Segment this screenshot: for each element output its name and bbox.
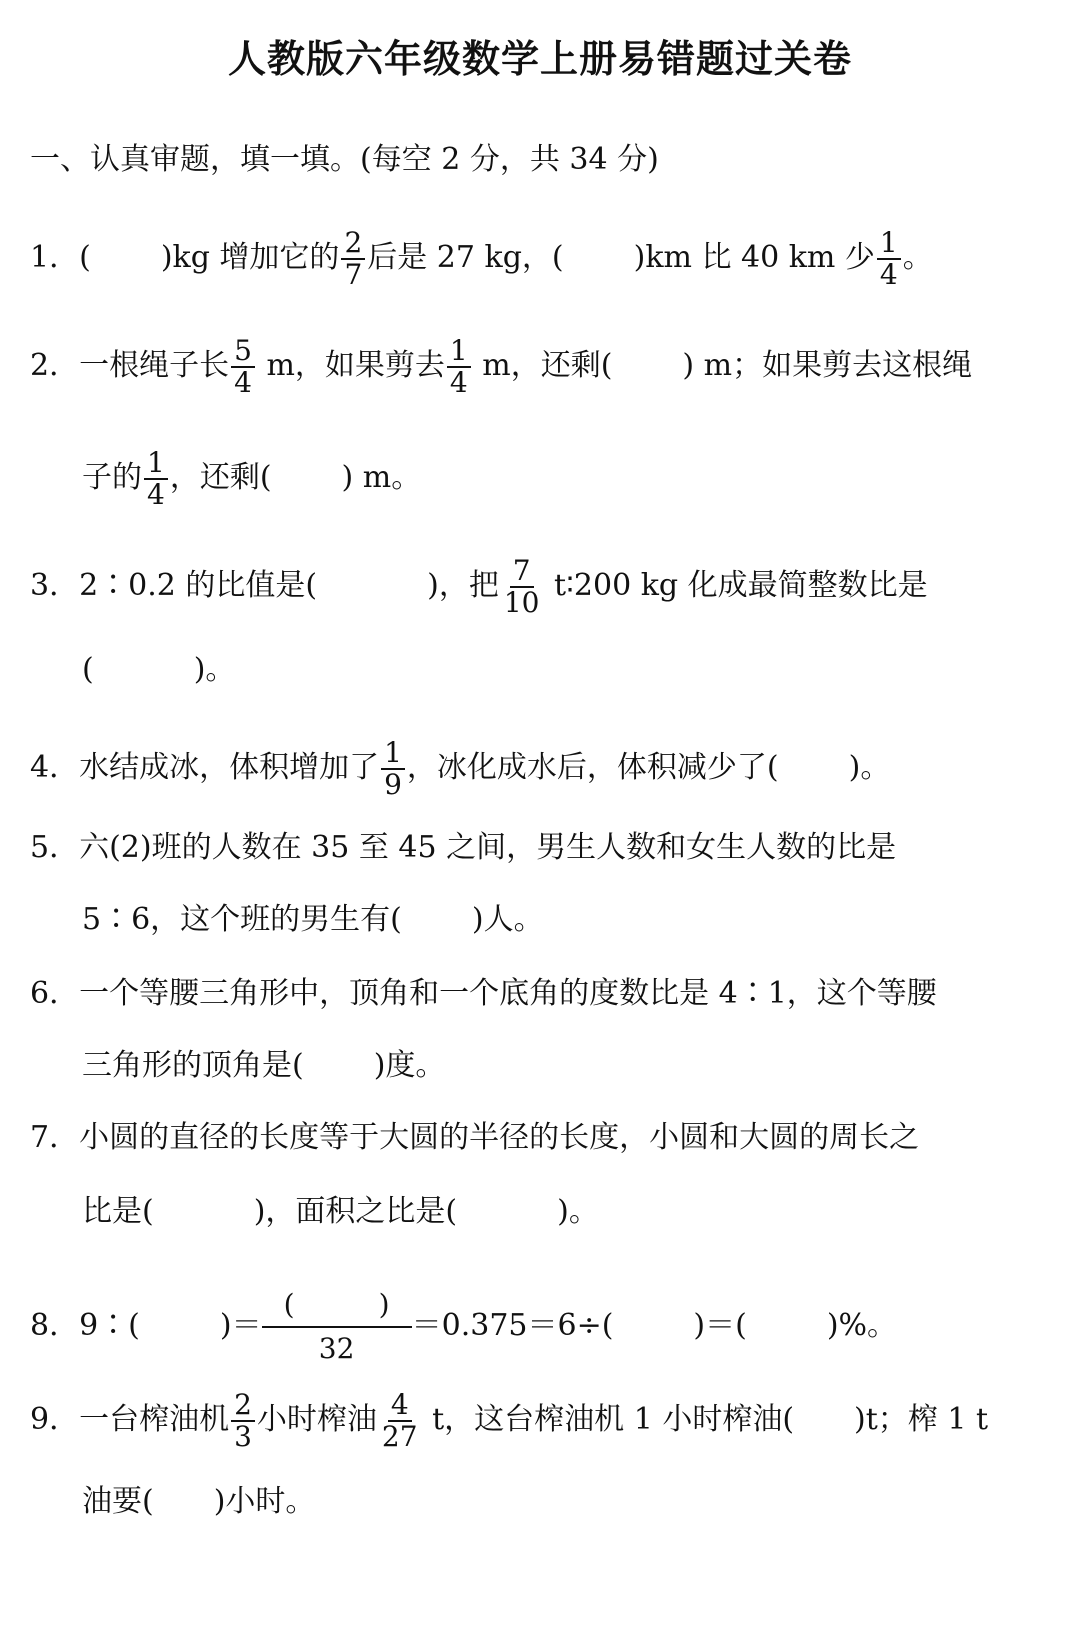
question-3 bbox=[30, 556, 928, 618]
question-5 bbox=[30, 828, 896, 868]
question-6-cont bbox=[82, 1046, 445, 1086]
q1-text-b: )kg 增加它的 bbox=[160, 240, 340, 275]
denominator: 27 bbox=[381, 1420, 418, 1453]
q6-text-a: 一个等腰三角形中，顶角和一个底角的度数比是 4∶1，这个等腰 bbox=[79, 976, 937, 1011]
denominator: 9 bbox=[384, 768, 402, 801]
question-2-cont bbox=[82, 448, 421, 510]
q2-text-e: 子的 bbox=[82, 460, 142, 495]
question-3-cont bbox=[82, 650, 235, 690]
q1-text-a: ( bbox=[79, 240, 91, 275]
page-title: 人教版六年级数学上册易错题过关卷 bbox=[227, 37, 852, 81]
fraction bbox=[231, 1390, 255, 1452]
q1-text-d: )km 比 40 km 少 bbox=[633, 240, 875, 275]
numerator: 2 bbox=[231, 1390, 255, 1422]
section-heading: 一、认真审题，填一填。(每空 2 分，共 34 分) bbox=[30, 142, 659, 177]
question-2 bbox=[30, 336, 972, 398]
q5-text-c: )人。 bbox=[471, 902, 544, 937]
q2-text-c: m，还剩( bbox=[472, 348, 613, 383]
numerator: 7 bbox=[510, 556, 534, 588]
question-1 bbox=[30, 228, 933, 290]
q3-text-b: )，把 bbox=[427, 568, 499, 603]
q8-text-b: )＝ bbox=[219, 1308, 262, 1343]
question-9 bbox=[30, 1390, 988, 1452]
denominator: 3 bbox=[234, 1420, 252, 1453]
q3-text-c: t∶200 kg 化成最简整数比是 bbox=[544, 568, 928, 603]
question-number: 3． bbox=[30, 568, 80, 603]
fraction bbox=[341, 228, 365, 290]
numerator: 1 bbox=[447, 336, 471, 368]
numerator: 1 bbox=[144, 448, 168, 480]
q9-text-e: 油要( bbox=[82, 1484, 154, 1519]
q6-text-b: 三角形的顶角是( bbox=[82, 1048, 304, 1083]
q2-text-d: ) m；如果剪去这根绳 bbox=[682, 348, 973, 383]
fraction bbox=[447, 336, 471, 398]
q2-text-a: 一根绳子长 bbox=[79, 348, 230, 383]
q3-text-a: 2∶0.2 的比值是( bbox=[79, 568, 318, 603]
denominator: 32 bbox=[318, 1332, 355, 1365]
q7-text-c: )，面积之比是( bbox=[253, 1194, 458, 1229]
question-number: 1． bbox=[30, 240, 80, 275]
fraction bbox=[877, 228, 901, 290]
denominator: 4 bbox=[234, 366, 252, 399]
question-number: 6． bbox=[30, 976, 80, 1011]
fraction bbox=[231, 336, 255, 398]
numerator: 5 bbox=[231, 336, 255, 368]
fraction bbox=[501, 556, 543, 618]
q4-text-c: )。 bbox=[848, 750, 891, 785]
question-number: 5． bbox=[30, 830, 80, 865]
question-number: 7． bbox=[30, 1120, 80, 1155]
q1-text-e: 。 bbox=[902, 240, 933, 275]
denominator: 4 bbox=[449, 366, 468, 399]
question-number: 8． bbox=[30, 1308, 80, 1343]
q2-text-g: ) m。 bbox=[341, 460, 422, 495]
fraction bbox=[381, 738, 405, 800]
q9-text-b: 小时榨油 bbox=[256, 1402, 377, 1437]
q4-text-b: ，冰化成水后，体积减少了( bbox=[406, 750, 779, 785]
denominator: 4 bbox=[147, 478, 165, 511]
q1-text-c: 后是 27 kg，( bbox=[367, 240, 564, 275]
q9-text-f: )小时。 bbox=[213, 1484, 316, 1519]
q6-text-c: )度。 bbox=[373, 1048, 446, 1083]
fraction bbox=[379, 1390, 421, 1452]
q7-text-a: 小圆的直径的长度等于大圆的半径的长度，小圆和大圆的周长之 bbox=[79, 1120, 920, 1155]
numerator-blank[interactable]: ( ) bbox=[262, 1284, 412, 1328]
q8-text-c: ＝0.375＝6÷( bbox=[411, 1308, 614, 1343]
q7-text-d: )。 bbox=[557, 1194, 599, 1229]
q3-text-e: )。 bbox=[193, 652, 236, 687]
q9-text-c: t，这台榨油机 1 小时榨油( bbox=[422, 1402, 795, 1437]
question-4 bbox=[30, 738, 890, 800]
question-6 bbox=[30, 974, 937, 1014]
question-number: 2． bbox=[30, 348, 80, 383]
fraction bbox=[144, 448, 168, 510]
q9-text-a: 一台榨油机 bbox=[79, 1402, 230, 1437]
denominator: 4 bbox=[879, 258, 898, 291]
q5-text-b: 5∶6，这个班的男生有( bbox=[82, 902, 402, 937]
question-7 bbox=[30, 1118, 919, 1158]
denominator: 10 bbox=[503, 586, 540, 619]
question-5-cont bbox=[82, 900, 544, 940]
q8-text-d: )＝( bbox=[693, 1308, 747, 1343]
question-9-cont bbox=[82, 1482, 315, 1522]
question-7-cont bbox=[82, 1192, 599, 1232]
fraction bbox=[262, 1284, 412, 1370]
question-number: 4． bbox=[30, 750, 80, 785]
numerator: 2 bbox=[341, 228, 365, 260]
q9-text-d: )t；榨 1 t bbox=[854, 1402, 989, 1437]
q7-text-b: 比是( bbox=[82, 1194, 154, 1229]
question-number: 9． bbox=[30, 1402, 80, 1437]
q8-text-a: 9∶( bbox=[79, 1308, 140, 1343]
q8-text-e: )%。 bbox=[826, 1308, 898, 1343]
numerator: 1 bbox=[381, 738, 405, 770]
denominator: 7 bbox=[344, 258, 363, 291]
q2-text-b: m，如果剪去 bbox=[256, 348, 445, 383]
q5-text-a: 六(2)班的人数在 35 至 45 之间，男生人数和女生人数的比是 bbox=[79, 830, 897, 865]
numerator: 4 bbox=[388, 1390, 412, 1422]
numerator: 1 bbox=[877, 228, 901, 260]
question-8 bbox=[30, 1284, 897, 1370]
q3-text-d: ( bbox=[82, 652, 94, 687]
q4-text-a: 水结成冰，体积增加了 bbox=[79, 750, 380, 785]
q2-text-f: ，还剩( bbox=[169, 460, 272, 495]
